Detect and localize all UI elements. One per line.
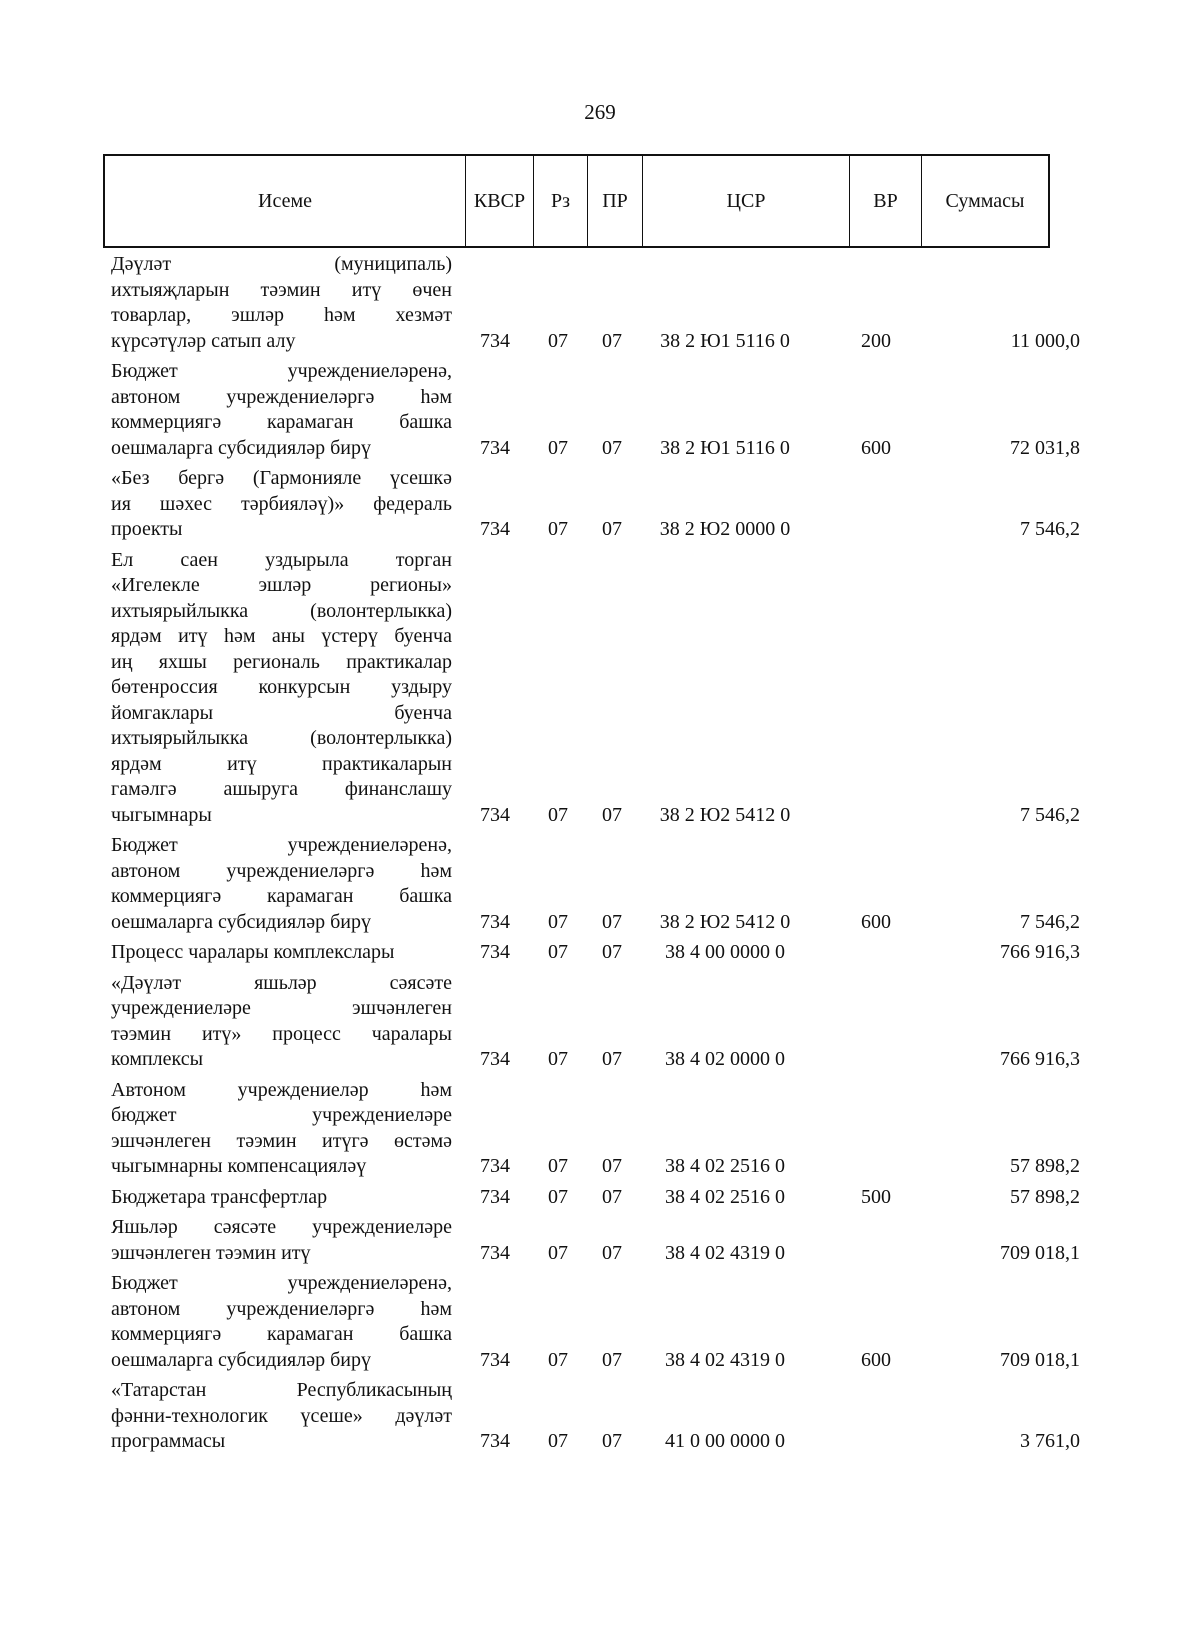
row-sum: 766 916,3	[1000, 941, 1080, 963]
row-name-line: программасы	[111, 1430, 226, 1452]
row-name-line: фәнни-технологик үсеше» дәүләт	[111, 1404, 452, 1427]
row-name-line: Бюджет учреждениеләренә,	[111, 1272, 452, 1294]
row-pr: 07	[602, 1241, 622, 1264]
column-header-pr: ПР	[587, 156, 642, 246]
row-name-line: коммерциягә карамаган башка	[111, 411, 452, 433]
column-header-rz: Рз	[533, 156, 587, 246]
row-csr: 41 0 00 0000 0	[665, 1430, 785, 1452]
row-name-line: бюджет учреждениеләре	[111, 1104, 452, 1126]
row-sum: 57 898,2	[1010, 1185, 1080, 1208]
row-name-line: Дәүләт (муниципаль)	[111, 253, 452, 275]
row-kvsr: 734	[480, 1048, 510, 1070]
row-sum: 7 546,2	[1020, 803, 1080, 826]
row-sum: 7 546,2	[1020, 910, 1080, 933]
row-name-line: «Татарстан Республикасының	[111, 1379, 452, 1401]
row-kvsr: 734	[480, 941, 510, 963]
row-name-line: йомгаклары буенча	[111, 701, 452, 724]
row-name-line: автоном учреждениеләргә һәм	[111, 859, 452, 882]
row-kvsr: 734	[480, 1155, 510, 1177]
row-name	[111, 252, 452, 354]
row-rz: 07	[548, 1048, 568, 1070]
row-pr: 07	[602, 1430, 622, 1452]
row-pr: 07	[602, 518, 622, 540]
row-name	[111, 359, 452, 461]
row-name-line: эшчәнлеген тәэмин итү	[111, 1241, 311, 1264]
row-sum: 3 761,0	[1020, 1430, 1080, 1452]
row-name	[111, 1215, 452, 1266]
row-csr: 38 4 02 2516 0	[665, 1185, 785, 1208]
row-name-line: Ел саен уздырыла торган	[111, 548, 452, 571]
row-pr: 07	[602, 910, 622, 933]
row-name-line: ихтыярыйлыкка (волонтерлыкка)	[111, 599, 452, 622]
row-name-line: учреждениеләре эшчәнлеген	[111, 997, 452, 1019]
row-rz: 07	[548, 329, 568, 352]
row-pr: 07	[602, 1048, 622, 1070]
row-csr: 38 4 02 0000 0	[665, 1048, 785, 1070]
row-kvsr: 734	[480, 803, 510, 826]
row-pr: 07	[602, 329, 622, 352]
row-csr: 38 4 00 0000 0	[665, 941, 785, 963]
row-name	[111, 1271, 452, 1373]
row-name-line: оешмаларга субсидияләр бирү	[111, 436, 371, 459]
row-sum: 766 916,3	[1000, 1048, 1080, 1070]
row-name	[111, 1078, 452, 1180]
row-name	[111, 940, 452, 966]
row-name-line: Яшьләр сәясәте учреждениеләре	[111, 1216, 452, 1238]
row-name-line: «Дәүләт яшьләр сәясәте	[111, 971, 452, 994]
column-header-kvsr: КВСР	[465, 156, 533, 246]
row-name	[111, 833, 452, 935]
row-kvsr: 734	[480, 1185, 510, 1208]
row-name-line: оешмаларга субсидияләр бирү	[111, 1348, 371, 1371]
row-name-line: бөтенроссия конкурсын уздыру	[111, 676, 452, 698]
row-name-line: «Без бергә (Гармонияле үсешкә	[111, 467, 452, 489]
row-csr: 38 2 Ю2 0000 0	[659, 518, 791, 540]
row-name-line: автоном учреждениеләргә һәм	[111, 385, 452, 408]
row-pr: 07	[602, 803, 622, 826]
table-header	[103, 154, 1050, 248]
row-name-line: иң яхшы региональ практикалар	[111, 650, 452, 673]
row-pr: 07	[602, 1155, 622, 1177]
row-name-line: тәэмин итү» процесс чаралары	[111, 1022, 452, 1045]
row-kvsr: 734	[480, 1241, 510, 1264]
row-csr: 38 2 Ю1 5116 0	[660, 436, 790, 459]
row-csr: 38 2 Ю1 5116 0	[660, 329, 790, 352]
row-csr: 38 4 02 4319 0	[665, 1241, 785, 1264]
row-name-line: товарлар, эшләр һәм хезмәт	[111, 304, 452, 326]
row-name-line: Автоном учреждениеләр һәм	[111, 1078, 452, 1101]
row-sum: 7 546,2	[1020, 518, 1080, 540]
row-rz: 07	[548, 518, 568, 540]
row-kvsr: 734	[480, 518, 510, 540]
row-name-line: комплексы	[111, 1048, 204, 1070]
row-sum: 72 031,8	[1010, 436, 1080, 459]
row-name-line: проекты	[111, 518, 183, 540]
row-name-line: чыгымнарны компенсацияләү	[111, 1155, 367, 1177]
row-name-line: автоном учреждениеләргә һәм	[111, 1297, 452, 1320]
column-header-csr: ЦСР	[642, 156, 849, 246]
column-header-sum: Суммасы	[921, 156, 1048, 246]
row-name-line: ихтыярыйлыкка (волонтерлыкка)	[111, 727, 452, 749]
row-name-line: күрсәтүләр сатып алу	[111, 329, 296, 352]
page-number: 269	[584, 100, 616, 124]
row-vr: 600	[861, 910, 891, 933]
row-kvsr: 734	[480, 436, 510, 459]
row-vr: 500	[861, 1185, 891, 1208]
row-kvsr: 734	[480, 1348, 510, 1371]
row-rz: 07	[548, 910, 568, 933]
row-name-line: ия шәхес тәрбияләү)» федераль	[111, 492, 452, 515]
row-sum: 11 000,0	[1010, 329, 1080, 352]
row-name-line: эшчәнлеген тәэмин итүгә өстәмә	[111, 1129, 452, 1152]
row-name	[111, 971, 452, 1073]
row-name-line: Бюджетара трансфертлар	[111, 1185, 328, 1208]
row-sum: 709 018,1	[1000, 1348, 1080, 1371]
row-csr: 38 4 02 4319 0	[665, 1348, 785, 1371]
row-rz: 07	[548, 1185, 568, 1208]
row-csr: 38 2 Ю2 5412 0	[659, 803, 791, 826]
row-rz: 07	[548, 803, 568, 826]
row-rz: 07	[548, 1348, 568, 1371]
row-pr: 07	[602, 941, 622, 963]
row-pr: 07	[602, 436, 622, 459]
column-header-vr: ВР	[849, 156, 921, 246]
row-pr: 07	[602, 1348, 622, 1371]
row-csr: 38 2 Ю2 5412 0	[659, 910, 791, 933]
row-name-line: коммерциягә карамаган башка	[111, 885, 452, 907]
row-csr: 38 4 02 2516 0	[665, 1155, 785, 1177]
row-name	[111, 1185, 452, 1211]
row-name-line: Бюджет учреждениеләренә,	[111, 360, 452, 382]
row-name-line: коммерциягә карамаган башка	[111, 1323, 452, 1345]
row-name-line: гамәлгә ашыруга финанслашу	[111, 778, 452, 800]
row-name	[111, 466, 452, 543]
row-vr: 600	[861, 1348, 891, 1371]
row-kvsr: 734	[480, 1430, 510, 1452]
row-rz: 07	[548, 1155, 568, 1177]
row-rz: 07	[548, 1430, 568, 1452]
row-sum: 57 898,2	[1010, 1155, 1080, 1177]
row-name	[111, 548, 452, 829]
row-name-line: Бюджет учреждениеләренә,	[111, 834, 452, 856]
row-name-line: ихтыяҗларын тәэмин итү өчен	[111, 278, 452, 301]
row-name-line: Процесс чаралары комплекслары	[111, 941, 395, 963]
row-rz: 07	[548, 941, 568, 963]
row-name-line: «Игелекле эшләр регионы»	[111, 574, 452, 596]
row-name-line: ярдәм итү һәм аны үстерү буенча	[111, 625, 452, 647]
row-name	[111, 1378, 452, 1455]
row-name-line: ярдәм итү практикаларын	[111, 752, 452, 775]
row-rz: 07	[548, 1241, 568, 1264]
row-name-line: оешмаларга субсидияләр бирү	[111, 910, 371, 933]
row-name-line: чыгымнары	[111, 803, 212, 826]
row-vr: 600	[861, 436, 891, 459]
row-rz: 07	[548, 436, 568, 459]
row-sum: 709 018,1	[1000, 1241, 1080, 1264]
row-vr: 200	[861, 329, 891, 352]
column-header-name: Исеме	[258, 189, 312, 212]
row-pr: 07	[602, 1185, 622, 1208]
row-kvsr: 734	[480, 910, 510, 933]
row-kvsr: 734	[480, 329, 510, 352]
